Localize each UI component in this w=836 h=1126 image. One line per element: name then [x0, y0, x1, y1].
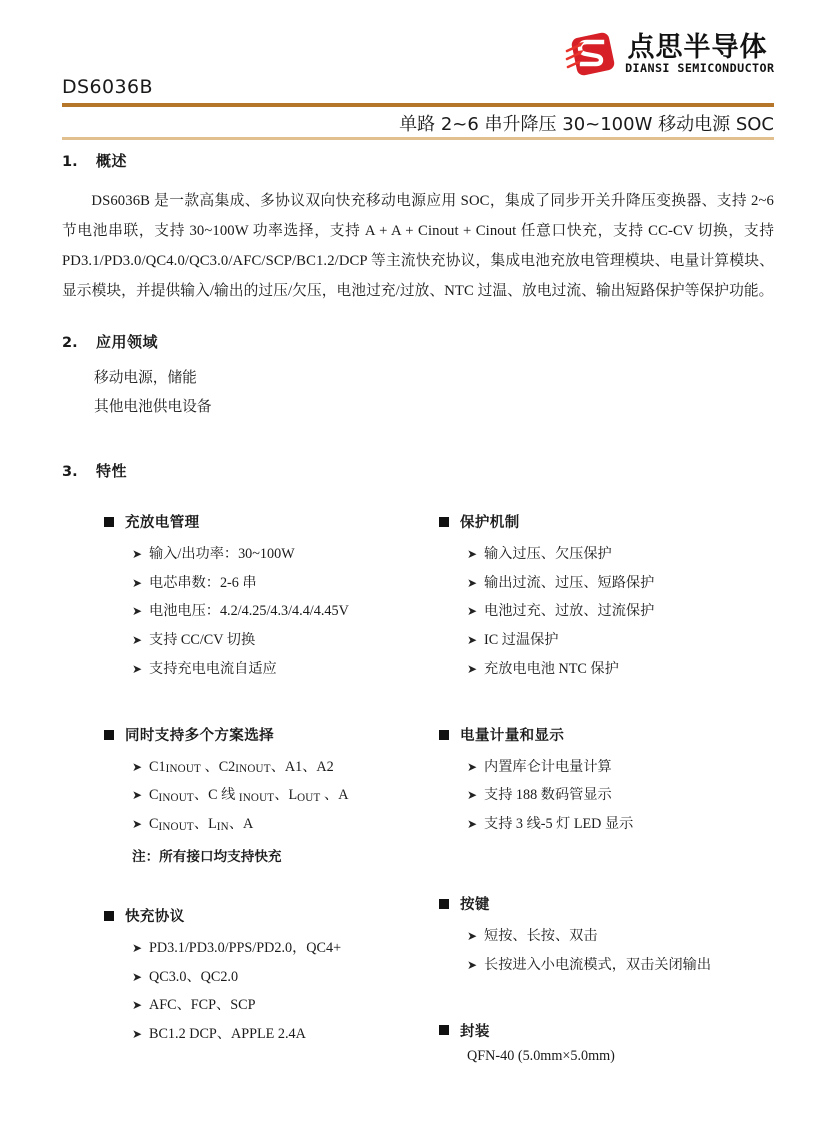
- list-item: ➤ 电池过充、过放、过流保护: [467, 603, 655, 620]
- arrow-bullet-icon: ➤: [467, 928, 478, 943]
- bullet-square-icon: [439, 730, 449, 740]
- arrow-bullet-icon: ➤: [467, 957, 478, 972]
- section-number: 2.: [62, 334, 78, 351]
- feature-group-package: [397, 1020, 774, 1065]
- list-item: ➤ IC 过温保护: [467, 632, 559, 649]
- part-number: DS6036B: [62, 76, 153, 98]
- section-features-heading: [62, 460, 774, 481]
- list-item: ➤ PD3.1/PD3.0/PPS/PD2.0，QC4+: [132, 939, 342, 956]
- arrow-bullet-icon: ➤: [467, 575, 478, 590]
- section-title: 应用领域: [96, 332, 159, 351]
- list-item: ➤ 输入过压、欠压保护: [467, 545, 612, 562]
- arrow-bullet-icon: ➤: [132, 817, 143, 832]
- list-item: [132, 811, 397, 840]
- bullet-square-icon: [104, 730, 114, 740]
- logo-english-name: DIANSI SEMICONDUCTOR: [624, 60, 774, 75]
- arrow-bullet-icon: ➤: [467, 817, 478, 832]
- feature-group-fuel-gauge-display: [397, 724, 774, 839]
- feature-group-label: 快充协议: [125, 909, 185, 926]
- arrow-bullet-icon: ➤: [132, 546, 143, 561]
- bullet-square-icon: [439, 517, 449, 527]
- section-applications-heading: [62, 331, 774, 352]
- arrow-bullet-icon: ➤: [132, 969, 143, 984]
- bullet-square-icon: [439, 899, 449, 909]
- feature-group-solution-options: [62, 724, 397, 865]
- arrow-bullet-icon: ➤: [467, 633, 478, 648]
- feature-item-list: [397, 753, 774, 839]
- arrow-bullet-icon: ➤: [467, 604, 478, 619]
- arrow-bullet-icon: ➤: [132, 788, 143, 803]
- arrow-bullet-icon: ➤: [132, 1027, 143, 1042]
- arrow-bullet-icon: ➤: [132, 661, 143, 676]
- list-item: ➤ 支持充电电流自适应: [132, 660, 277, 677]
- feature-group-label: 同时支持多个方案选择: [125, 728, 274, 745]
- list-item: 其他电池供电设备: [94, 398, 212, 415]
- list-item: ➤ 短按、长按、双击: [467, 927, 598, 944]
- list-item: ➤ 充放电电池 NTC 保护: [467, 660, 619, 677]
- rich-item-1: $C_{INOUT}$、C 线 $_{INOUT}$、$L_{OUT}$ 、A: [149, 787, 349, 804]
- overview-paragraph: DS6036B 是一款高集成、多协议双向快充移动电源应用 SOC，集成了同步开关升降压变换器、支持 2~6 节电池串联，支持 30~100W 功率选择，支持 A + A + Cinout + Cinout 任意口快充，支持 CC-CV 切换，支持 PD3.1/PD3.0/QC4.0/QC3.0/AFC/SCP/BC1.2/DCP 等主流快充协议，集成电池充放电管理模块、电量计算模块、显示模块，并提供输入/输出的过压/欠压，电池过充/过放、NTC 过温、放电过流、输出短路保护等保护功能。: [62, 193, 774, 300]
- bullet-square-icon: [104, 911, 114, 921]
- feature-group-label: 充放电管理: [125, 515, 200, 532]
- bullet-square-icon: [439, 1025, 449, 1035]
- feature-item-list: [397, 540, 774, 684]
- page-content: [62, 150, 774, 1091]
- arrow-bullet-icon: ➤: [467, 759, 478, 774]
- arrow-bullet-icon: ➤: [132, 575, 143, 590]
- arrow-bullet-icon: ➤: [132, 633, 143, 648]
- arrow-bullet-icon: ➤: [132, 604, 143, 619]
- feature-group-label: 按键: [460, 897, 490, 914]
- feature-group-protection: [397, 511, 774, 684]
- header-rule-top: [62, 103, 774, 107]
- rich-item-2: $C_{INOUT}$、$L_{IN}$、A: [149, 816, 254, 833]
- arrow-bullet-icon: ➤: [132, 759, 143, 774]
- feature-group-fast-charge-protocols: [62, 905, 397, 1049]
- list-item: ➤ 电芯串数：2-6 串: [132, 574, 257, 591]
- diansi-logo-icon: [565, 26, 621, 82]
- feature-group-heading: [104, 511, 397, 532]
- applications-list: [62, 364, 774, 423]
- list-item: ➤ 支持 188 数码管显示: [467, 787, 612, 804]
- list-item: ➤ 电池电压：4.2/4.25/4.3/4.4/4.45V: [132, 603, 349, 620]
- feature-item-list: [397, 922, 774, 980]
- page-header: [62, 26, 774, 138]
- company-logo: [565, 26, 774, 82]
- feature-group-buttons: [397, 893, 774, 980]
- list-item: ➤ 输出过流、过压、短路保护: [467, 574, 655, 591]
- features-left-column: [62, 511, 397, 1091]
- feature-item-list: [62, 934, 397, 1049]
- list-item: ➤ 输入/出功率：30~100W: [132, 545, 295, 562]
- feature-group-heading: [104, 905, 397, 926]
- section-number: 3.: [62, 464, 78, 481]
- list-item: ➤ 内置库仑计电量计算: [467, 758, 612, 775]
- list-item: [132, 782, 397, 811]
- feature-group-heading: [439, 1020, 774, 1041]
- logo-chinese-name: 点思半导体: [627, 31, 768, 63]
- header-rule-bottom: [62, 137, 774, 140]
- list-item: ➤ 长按进入小电流模式，双击关闭输出: [467, 956, 712, 973]
- list-item: 移动电源，储能: [94, 369, 197, 386]
- feature-group-heading: [439, 724, 774, 745]
- list-item: ➤ AFC、FCP、SCP: [132, 997, 256, 1014]
- feature-group-charge-management: [62, 511, 397, 684]
- feature-item-list: [62, 753, 397, 839]
- list-item: ➤ 支持 CC/CV 切换: [132, 632, 256, 649]
- arrow-bullet-icon: ➤: [467, 788, 478, 803]
- list-item: ➤ BC1.2 DCP、APPLE 2.4A: [132, 1026, 306, 1043]
- rich-item-0: $C1_{INOUT}$ 、$C2_{INOUT}$、A1、A2: [149, 758, 334, 776]
- feature-group-heading: [439, 511, 774, 532]
- list-item: ➤ QC3.0、QC2.0: [132, 968, 239, 985]
- list-item: ➤ 支持 3 线-5 灯 LED 显示: [467, 816, 634, 833]
- arrow-bullet-icon: ➤: [467, 661, 478, 676]
- feature-group-label: 封装: [460, 1023, 490, 1040]
- feature-group-label: 电量计量和显示: [460, 728, 565, 745]
- bullet-square-icon: [104, 517, 114, 527]
- arrow-bullet-icon: ➤: [132, 998, 143, 1013]
- features-right-column: [397, 511, 774, 1091]
- feature-group-heading: [104, 724, 397, 745]
- features-grid: [62, 511, 774, 1091]
- arrow-bullet-icon: ➤: [467, 546, 478, 561]
- feature-item-list: [62, 540, 397, 684]
- section-overview-heading: [62, 150, 774, 171]
- document-title: 单路 2~6 串升降压 30~100W 移动电源 SOC: [399, 114, 774, 135]
- arrow-bullet-icon: ➤: [132, 940, 143, 955]
- feature-group-label: 保护机制: [460, 515, 520, 532]
- section-title: 特性: [96, 462, 128, 481]
- feature-group-heading: [439, 893, 774, 914]
- package-value: QFN-40 (5.0mm×5.0mm): [467, 1047, 615, 1064]
- feature-note: 注：所有接口均支持快充: [132, 849, 282, 866]
- section-number: 1.: [62, 154, 78, 170]
- section-title: 概述: [96, 152, 128, 170]
- list-item: [132, 753, 397, 782]
